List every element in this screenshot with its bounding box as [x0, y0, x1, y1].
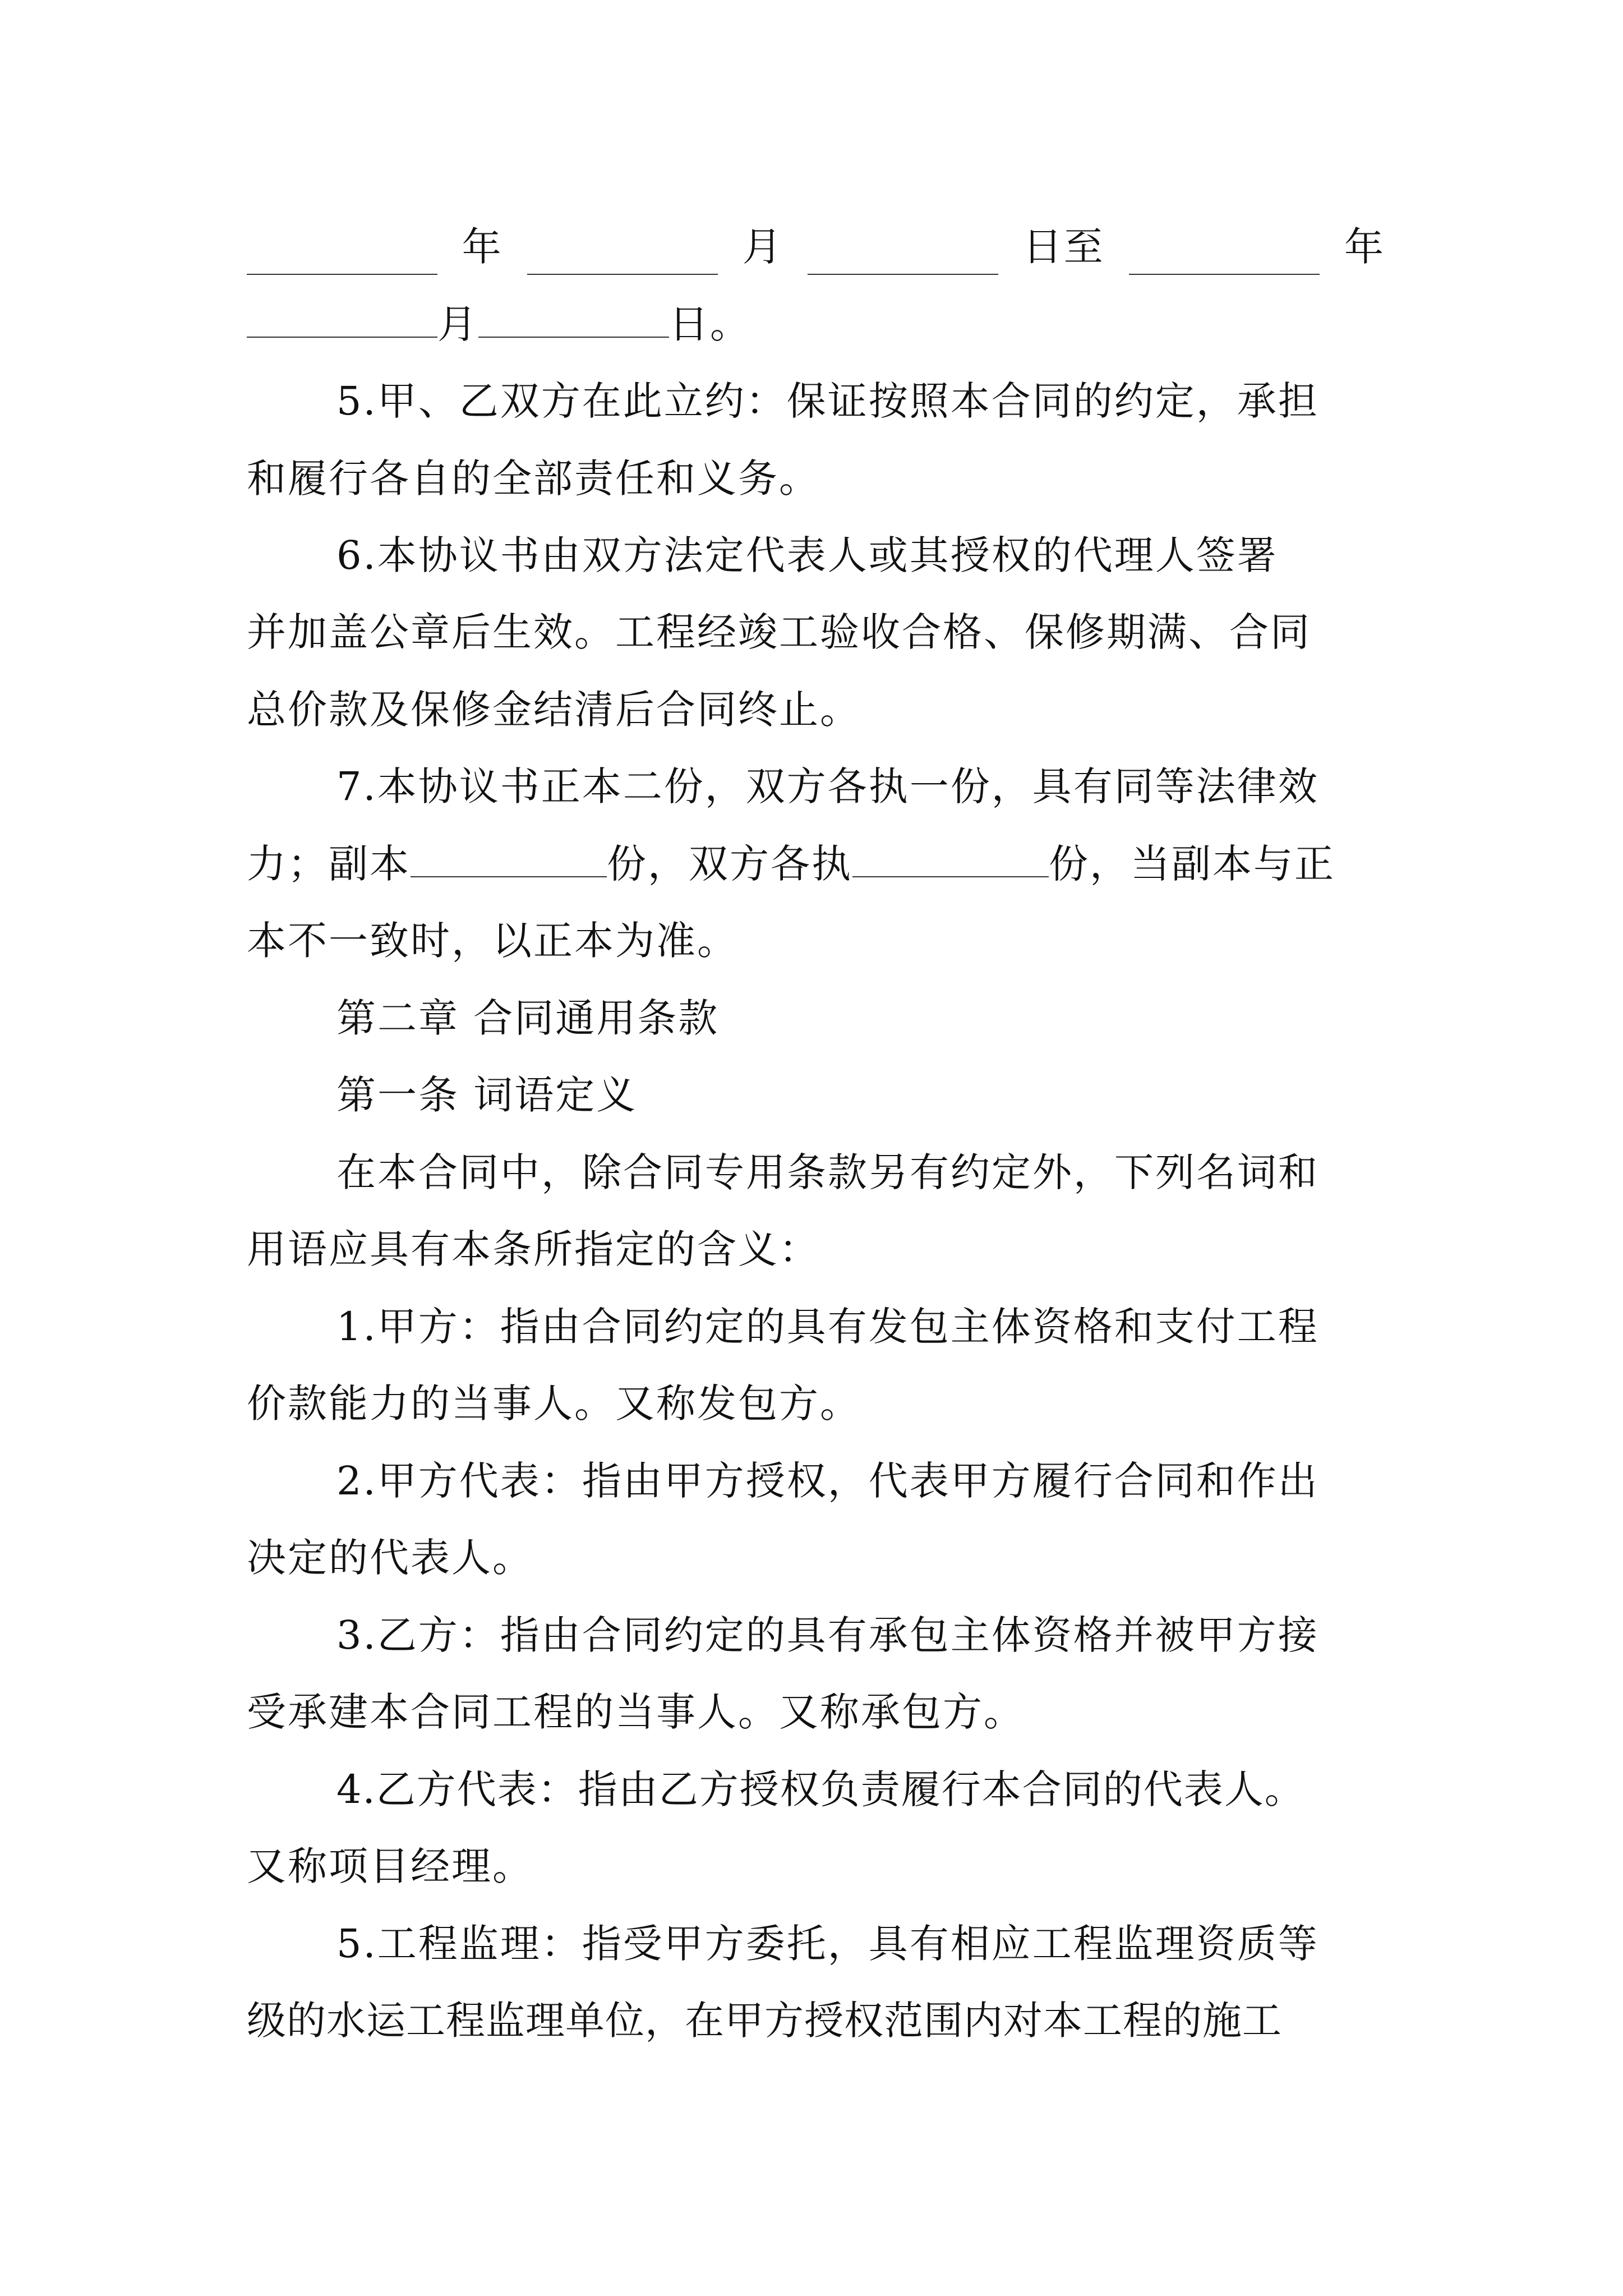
definition-1-line-1: 1.甲方：指由合同约定的具有发包主体资格和支付工程 [336, 1304, 1319, 1350]
paragraph-6-line-1: 6.本协议书由双方法定代表人或其授权的代理人签署 [336, 532, 1278, 578]
definition-4-line-2: 又称项目经理。 [247, 1843, 533, 1889]
intro-line-1: 在本合同中，除合同专用条款另有约定外，下列名词和 [336, 1149, 1319, 1195]
year-label-1: 年 [462, 224, 503, 270]
definition-4-line-1: 4.乙方代表：指由乙方授权负责履行本合同的代表人。 [336, 1766, 1305, 1812]
day-end-label: 日。 [669, 301, 751, 347]
copies-tail-label: 份，当副本与正 [1049, 841, 1335, 887]
definition-2-line-2: 决定的代表人。 [247, 1535, 533, 1581]
definition-5-line-1: 5.工程监理：指受甲方委托，具有相应工程监理资质等 [336, 1921, 1319, 1967]
month-label-1: 月 [742, 224, 783, 270]
definition-5-line-2: 级的水运工程监理单位，在甲方授权范围内对本工程的施工 [247, 1998, 1282, 2044]
day-blank-1[interactable] [808, 233, 998, 275]
definition-2-line-1: 2.甲方代表：指由甲方授权，代表甲方履行合同和作出 [336, 1458, 1319, 1504]
each-holds-blank[interactable] [852, 836, 1049, 877]
paragraph-5-line-2: 和履行各自的全部责任和义务。 [247, 455, 820, 501]
month-blank-1[interactable] [527, 233, 718, 275]
paragraph-6-line-3: 总价款及保修金结清后合同终止。 [247, 687, 861, 733]
month-blank-2[interactable] [247, 296, 437, 338]
copies-label: 力；副本 [247, 841, 411, 887]
year-label-2: 年 [1344, 224, 1385, 270]
month-label-2: 月 [437, 301, 478, 347]
definition-3-line-2: 受承建本合同工程的当事人。又称承包方。 [247, 1689, 1025, 1735]
paragraph-6-line-2: 并加盖公章后生效。工程经竣工验收合格、保修期满、合同 [247, 609, 1311, 655]
year-blank-2[interactable] [1129, 233, 1320, 275]
article-heading: 第一条 词语定义 [336, 1072, 638, 1118]
copies-count-blank[interactable] [411, 836, 607, 877]
date-range-line-2 [247, 296, 1385, 352]
year-blank-1[interactable] [247, 233, 437, 275]
intro-line-2: 用语应具有本条所指定的含义： [247, 1226, 820, 1272]
chapter-heading: 第二章 合同通用条款 [336, 995, 720, 1041]
each-holds-label: 份，双方各执 [607, 841, 852, 887]
definition-3-line-1: 3.乙方：指由合同约定的具有承包主体资格并被甲方接 [336, 1612, 1319, 1658]
day-to-label: 日至 [1022, 224, 1105, 270]
day-blank-2[interactable] [478, 296, 669, 338]
paragraph-7-line-3: 本不一致时，以正本为准。 [247, 918, 738, 964]
paragraph-5-line-1: 5.甲、乙双方在此立约：保证按照本合同的约定，承担 [336, 378, 1319, 424]
date-range-line [247, 219, 1385, 275]
definition-1-line-2: 价款能力的当事人。又称发包方。 [247, 1381, 861, 1427]
paragraph-7-line-1: 7.本协议书正本二份，双方各执一份，具有同等法律效 [336, 763, 1319, 809]
paragraph-7-line-2 [247, 836, 1385, 892]
